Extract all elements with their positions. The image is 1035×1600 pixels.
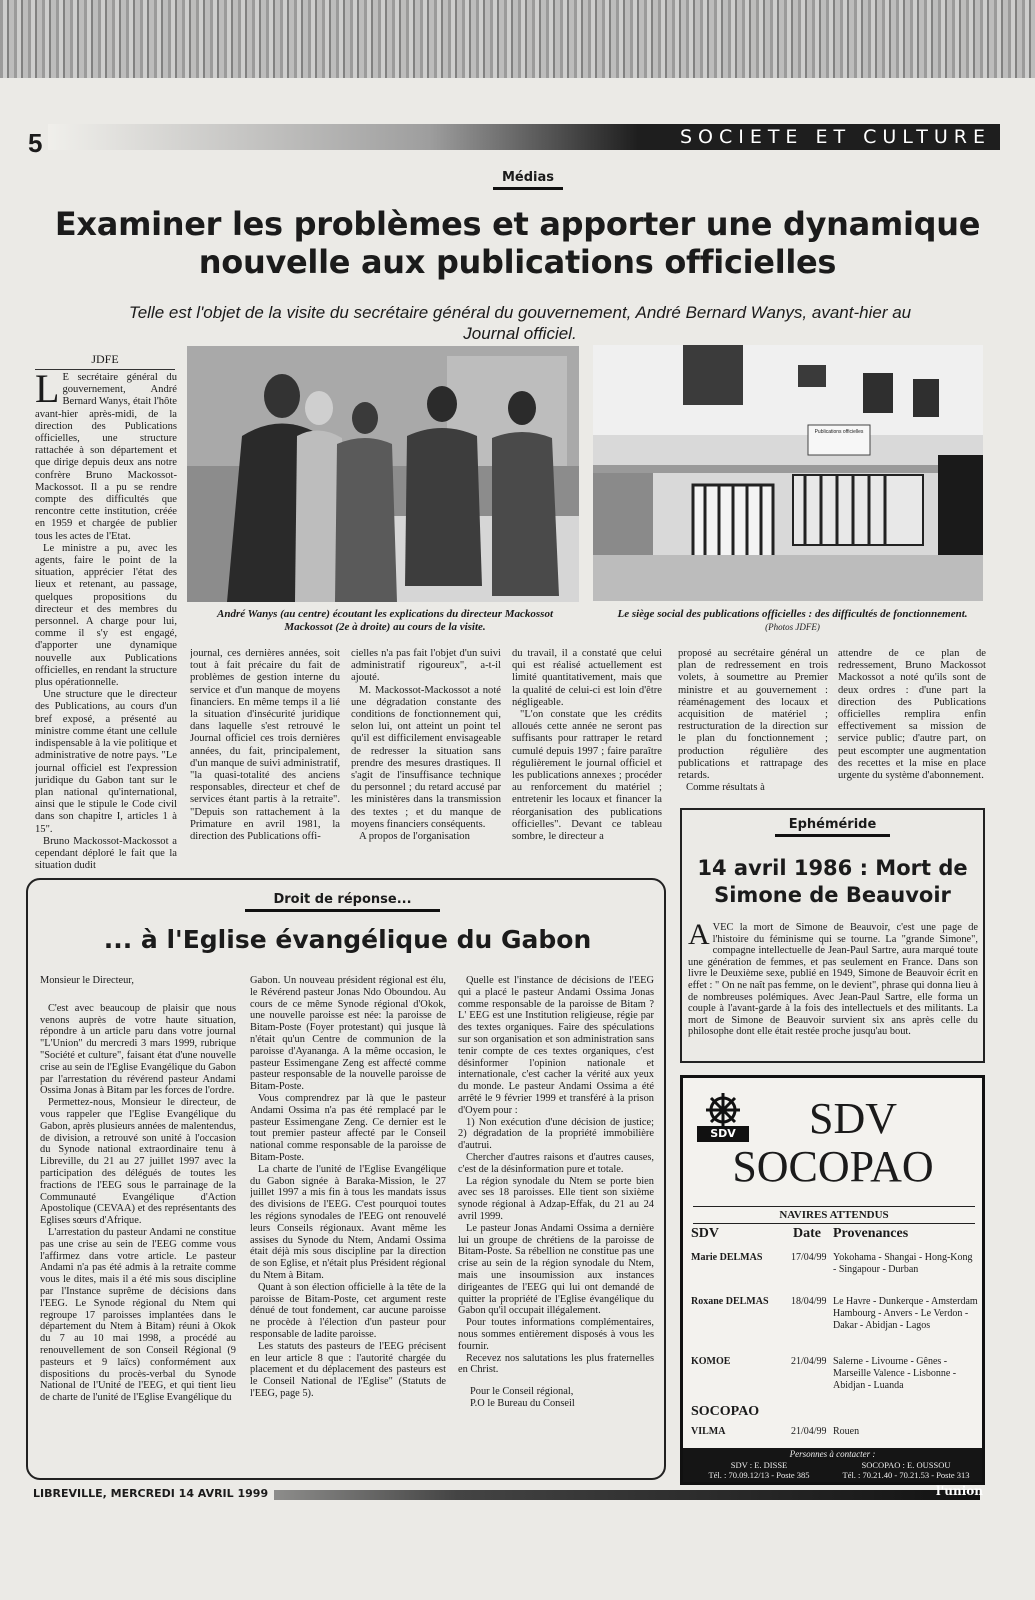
table-row [691, 1296, 978, 1346]
sdv-logo [693, 1090, 753, 1150]
ad-contacts [683, 1448, 982, 1482]
ship-ports: Le Havre - Dunkerque - Amsterdam Hambourg - Anvers - Le Verdon - Dakar - Abidjan - Lagos [833, 1296, 978, 1331]
reply-paragraph: C'est avec beaucoup de plaisir que nous venons auprès de votre haute situation, répondre à un article paru dans votre journal "L'Union" du mercredi 3 mars 1999, rubrique "Société et culture", faisant état d'une nouvelle crise au sein de l'Eglise Evangélique du Gabon par l'arrestation du révérend pasteur Andami Ossima Jonas à Bitam par les forces de l'ordre. [40, 1002, 236, 1097]
article-column-5 [678, 648, 828, 800]
reply-paragraph: La région synodale du Ntem se porte bien avec ses 18 paroisses. Elle tient son sixième synode régional à Adzap-Effak, du 21 au 24 avril 1999. [458, 1175, 654, 1222]
article-headline: Examiner les problèmes et apporter une dynamique nouvelle aux publications officielles [54, 205, 981, 281]
article-paragraph: proposé au secrétaire général un plan de redressement en trois volets, à soumettre au Premier ministre et au gouvernement : réaménagement des locaux et acquisition de matériel ; restructuration de la direction sur le plan du fonctionnement ; production régulière des publications et rattrapage des retards. [678, 648, 828, 782]
ephemeride-dropcap: A [688, 922, 710, 951]
ship-name: KOMOE [691, 1356, 731, 1367]
reply-paragraph: Chercher d'autres raisons et d'autres causes, c'est de la désinformation pure et totale. [458, 1151, 654, 1175]
reply-title: ... à l'Eglise évangélique du Gabon [103, 925, 592, 954]
contact-left-tel: Tél. : 70.09.12/13 - Poste 385 [708, 1470, 810, 1480]
article-column-1 [35, 372, 177, 872]
page-number: 5 [28, 128, 43, 158]
reply-paragraph: La charte de l'unité de l'Eglise Evangélique du Gabon signée à Baraka-Mission, le 27 juillet 1997 a mis fin à tous les mandats issus des divisions de l'EEG. C'est pourquoi toutes les régions synodales de l'EEG ont renouvelé leurs Conseils régionaux. Avant même les assises du Synode du Ntem, Andami Ossima était déjà mis sous discipline par la direction de son Eglise, et n'était plus Président régional du Ntem à Bitam. [250, 1163, 446, 1281]
table-row [691, 1252, 978, 1292]
contact-right: SOCOPAO : E. OUSSOU [861, 1460, 951, 1470]
col-company: SDV [691, 1226, 720, 1241]
footer-publication: l'union [936, 1484, 983, 1498]
ship-name: VILMA [691, 1426, 726, 1437]
article-paragraph: Bruno Mackossot-Mackossot a cependant déploré le fait que la situation dudit [35, 835, 177, 872]
reply-paragraph: Gabon. Un nouveau président régional est élu, le Révérend pasteur Jonas Ndo Oboundou. Au cours de ce même Synode régional d'Okok, une nouvelle paroisse est née: la paroisse de Bitam-Poste (Foyer protestant) qui jusque là n'était qu'un Centre de communion de la paroisse d'Ayananga. A la même occasion, le pasteur Essimengane Zeng est affecté comme pasteur responsable de la nouvelle paroisse de Bitam-Poste. [250, 975, 446, 1093]
ship-ports: Yokohama - Shangai - Hong-Kong - Singapour - Durban [833, 1252, 973, 1275]
photo-officials-visit-image [187, 346, 579, 602]
reply-paragraph: Les statuts des pasteurs de l'EEG précisent en leur article 8 que : l'autorité chargée du placement et du déplacement des pasteurs est le Conseil National de l'Eglise" (Statuts de l'EEG, page 5). [250, 1340, 446, 1399]
article-paragraph: cielles n'a pas fait l'objet d'un suivi administratif rigoureux", a-t-il ajouté. [351, 648, 501, 684]
dropcap: L [35, 372, 60, 411]
ship-name: Marie DELMAS [691, 1252, 763, 1263]
article-paragraph: M. Mackossot-Mackossot a noté une dégradation constante des conditions de fonctionnement qui, selon lui, ont atteint un point tel qu'il est difficilement envisageable de redresser la situation sans prendre des mesures drastiques. Il s'agit de l'insuffisance technique du personnel ; du retard accusé par les ministères dans la transmission des textes ; et du manque de moyens financiers conséquents. [351, 684, 501, 830]
reply-paragraph: 1) Non exécution d'une décision de justice; 2) dégradation de la propriété immobilière d'autrui. [458, 1116, 654, 1152]
ship-name: Roxane DELMAS [691, 1296, 769, 1307]
reply-paragraph: Quant à son élection officielle à la tête de la paroisse de Bitam-Poste, cet argument reste dénué de tout fondement, car aucune paroisse ne procède à l'élection d'un pasteur pour responsable de ladite paroisse. [250, 1281, 446, 1340]
building-sign: Publications officielles [814, 429, 864, 435]
ephemeride-title: 14 avril 1986 : Mort de Simone de Beauvoir [697, 856, 968, 907]
reply-paragraph: Permettez-nous, Monsieur le directeur, de vous rappeler que l'Eglise Evangélique du Gabon, après plusieurs années de malentendus, de division, a retrouvé son unité à l'occasion du Synode national extraordinaire tenu à Libreville, du 21 au 27 juillet 1997 avec la participation des délégués de toutes les fractions de l'EEG sous le parrainage de la Communauté Evangélique d'Action Apostolique (CEVAA) et des représentants des Eglises sœurs d'Afrique. [40, 1097, 236, 1227]
article-paragraph: Une structure que le directeur des Publications, au cours d'un bref exposé, a présenté au ministre comme étant une cellule indispensable à la vie politique et administrative de notre pays. "Le journal officiel est l'expression juridique du Gabon tant sur le plan national qu'international, ainsi que le stipule le Code civil dans son chapitre I, articles 1 à 15". [35, 689, 177, 835]
contacts-label: Personnes à contacter : [789, 1449, 876, 1459]
ephemeride-kicker: Ephéméride [775, 817, 890, 837]
photo-officials-visit [187, 346, 579, 602]
article-paragraph: Comme résultats à [686, 782, 765, 794]
ship-wheel-icon [693, 1090, 753, 1150]
col-date: Date [793, 1226, 821, 1241]
article-paragraph: A propos de l'organisation [359, 831, 470, 843]
ship-date: 21/04/99 [791, 1356, 827, 1367]
socopao-label: SOCOPAO [691, 1404, 760, 1419]
article-column-4 [512, 648, 662, 873]
photo-caption-2-text: Le siège social des publications officielles : des difficultés de fonctionnement. [617, 608, 968, 620]
article-kicker: Médias [493, 170, 563, 190]
reply-column-2 [250, 975, 446, 1475]
contact-right-tel: Tél. : 70.21.40 - 70.21.53 - Poste 313 [842, 1470, 970, 1480]
ephemeride-text: VEC la mort de Simone de Beauvoir, c'est une page de l'histoire du féminisme qui se tourne. La "grande Simone", compagne intellectuelle de Jean-Paul Sartre, aura marqué toute une génération de femmes, et pas seulement en France. Dans son livre le Deuxième sexe, publié en 1949, Simone de Beauvoir écrit en effet : " On ne naît pas femme, on le devient", phrase qui donna lieu à de nombreuses polémiques. Avec Jean-Paul Sartre, elle forma un couple à l'avant-garde à la fois des intellectuels et des militants. La mort de Simone de Beauvoir survient six ans après celle du philosophe dont elle était restée proche jusqu'au bout. [688, 922, 978, 1038]
article-paragraph: Le ministre a pu, avec les agents, faire le point de la situation, apprécier l'état des lieux et retenant, au passage, quelques propositions du directeur et des membres du personnel. A charge pour lui, comme il s'y est engagé, d'apporter une dynamique nouvelle aux Publications officielles, en rendant la structure plus opérationnelle. [35, 542, 177, 689]
ship-date: 21/04/99 [791, 1426, 827, 1437]
reply-column-3 [458, 975, 654, 1475]
article-subhead: Telle est l'objet de la visite du secrétaire général du gouvernement, André Bernard Wanys, avant-hier au Journal officiel. [128, 303, 912, 343]
reply-signature-line: P.O le Bureau du Conseil [470, 1397, 575, 1409]
photo-headquarters-building-image [593, 345, 983, 601]
reply-paragraph: Vous comprendrez par là que le pasteur Andami Ossima n'a pas été remplacé par le pasteur Essimengane Zeng. Ce dernier est le tout premier pasteur affecté par le Conseil national comme responsable de la paroisse de Bitam-Poste. [250, 1092, 446, 1163]
ship-ports: Salerne - Livourne - Gênes - Marseille Valence - Lisbonne - Abidjan - Luanda [833, 1356, 957, 1391]
table-row [691, 1356, 978, 1396]
footer-date: LIBREVILLE, MERCREDI 14 AVRIL 1999 [33, 1487, 274, 1500]
article-paragraph: "L'on constate que les crédits alloués cette année ne seront pas suffisants pour rattraper le retard cumulé depuis 1997 ; faire paraître régulièrement le journal officiel et les publications annexes ; procéder au renforcement du matériel ; entretenir les locaux et financer la réorganisation des publications officielles". Devant ce tableau sombre, le directeur a [512, 709, 662, 843]
contact-left: SDV : E. DISSE [730, 1460, 788, 1470]
ship-date: 17/04/99 [791, 1252, 827, 1263]
article-column-2 [190, 648, 340, 873]
reply-signature-line: Pour le Conseil régional, [470, 1386, 574, 1398]
section-title: SOCIETE ET CULTURE [679, 126, 991, 148]
reply-paragraph: Le pasteur Jonas Andami Ossima a dernière lui un groupe de chrétiens de la paroisse de Bitam-Poste. Sa rébellion ne constitue pas une crise au sein de la région synodale du Ntem, mais une insoumission aux instances dirigeantes de l'EEG qui lui ont demandé de quitter la propriété de l'Eglise évangélique du Gabon qu'il occupait illégalement. [458, 1222, 654, 1317]
photo-caption-1: André Wanys (au centre) écoutant les explications du directeur Mackossot Mackossot (2e à droite) au cours de la visite. [216, 608, 553, 633]
ad-title-sdv: SDV [808, 1094, 898, 1143]
reply-column-1 [40, 975, 236, 1475]
sdv-logo-text: SDV [710, 1127, 736, 1140]
col-origin: Provenances [833, 1226, 909, 1241]
article-column-6 [838, 648, 986, 800]
sdv-socopao-ad [680, 1075, 985, 1485]
article-paragraph: du travail, il a constaté que celui qui est réalisé actuellement est limité quantitativement, mais que la qualité de celui-ci est loin d'être négligeable. [512, 648, 662, 708]
article-column-3 [351, 648, 501, 873]
article-paragraph: journal, ces dernières années, soit tout à fait précaire du fait de problèmes de gestion interne du service et d'un manque de moyens financiers. En même temps il a lié la situation d'insécurité juridique dans laquelle s'est retrouvé le Journal officiel ces trois dernières années, du fait, principalement, d'un manque de suivi administratif, "la quasi-totalité des anciens responsables, directeur et chef de services étant partis à la retraite". "Depuis son rattachement à la Primature en avril 1981, la direction des Publications offi- [190, 648, 340, 843]
article-byline: JDFE [35, 352, 175, 370]
ships-table-header [691, 1226, 978, 1246]
article-paragraph: attendre de ce plan de redressement, Bruno Mackossot Mackossot a noté qu'ils sont de deux ordres : d'une part la direction des Publications officielles remplira enfin effectivement sa mission de service public; d'autre part, on peut escompter une augmentation des recettes et la mise en place urgente du système d'abonnement. [838, 648, 986, 782]
photo-credit: (Photos JDFE) [765, 622, 820, 632]
reply-kicker: Droit de réponse... [245, 892, 440, 912]
table-row [691, 1426, 978, 1442]
reply-paragraph: L'arrestation du pasteur Andami ne constitue pas une crise au sein de l'EEG comme vous l'affirmez dans votre article. Le pasteur Andami n'a pas été admis à la retraite comme vous le dites, mais il a été mis sous discipline par l'Instance suprême de décisions dans l'EEG. Le Synode régional du Ntem qui regroupe 17 paroisses implantées dans le département du Ntem à Bitam) réuni à Okok du 7 au 10 mai 1998, a procédé au renouvellement de son Conseil Régional (9 pasteurs et 9 laïcs) conformément aux dispositions du procès-verbal du Synode National de l'Unité de l'EEG, et qui tient lieu de charte de l'unité de l'Eglise Evangélique du [40, 1226, 236, 1404]
photo-headquarters-building [593, 345, 983, 601]
reply-paragraph: Recevez nos salutations les plus fraternelles en Christ. [458, 1352, 654, 1376]
scan-border-top [0, 0, 1035, 80]
ship-date: 18/04/99 [791, 1296, 827, 1307]
reply-paragraph: Quelle est l'instance de décisions de l'EEG qui a placé le pasteur Andami Ossima Jonas comme responsable de la paroisse de Bitam ? L' EEG est une Institution religieuse, régie par des textes organiques. Faire des spéculations sur son organisation et son administration sans tenir compte de ces textes organiques, c'est désinformer l'opinion nationale et internationale, c'est cacher la vérité aux yeux du monde. Le pasteur Andami Ossima a été arrêté le 9 février 1999 et transféré à la prison d'Oyem pour : [458, 975, 654, 1116]
ad-title-socopao: SOCOPAO [732, 1142, 934, 1191]
reply-salutation: Monsieur le Directeur, [40, 975, 134, 986]
photo-caption-2 [610, 608, 975, 634]
reply-paragraph: Pour toutes informations complémentaires, nous sommes entièrement disposés à vous les fournir. [458, 1317, 654, 1352]
ephemeride-body [688, 922, 978, 1057]
ad-table-title: NAVIRES ATTENDUS [693, 1206, 975, 1224]
ship-ports: Rouen [833, 1426, 860, 1437]
article-paragraph: E secrétaire général du gouvernement, André Bernard Wanys, était l'hôte avant-hier après-midi, de la direction des Publications officielles, une structure rattachée à son département et que dirige depuis deux ans notre confrère Bruno Mackossot-Mackossot. Il a pu se rendre compte des difficultés que rencontre cette institution, créée en 1959 et chargée de publier tous les actes de l'Etat. [35, 372, 177, 542]
